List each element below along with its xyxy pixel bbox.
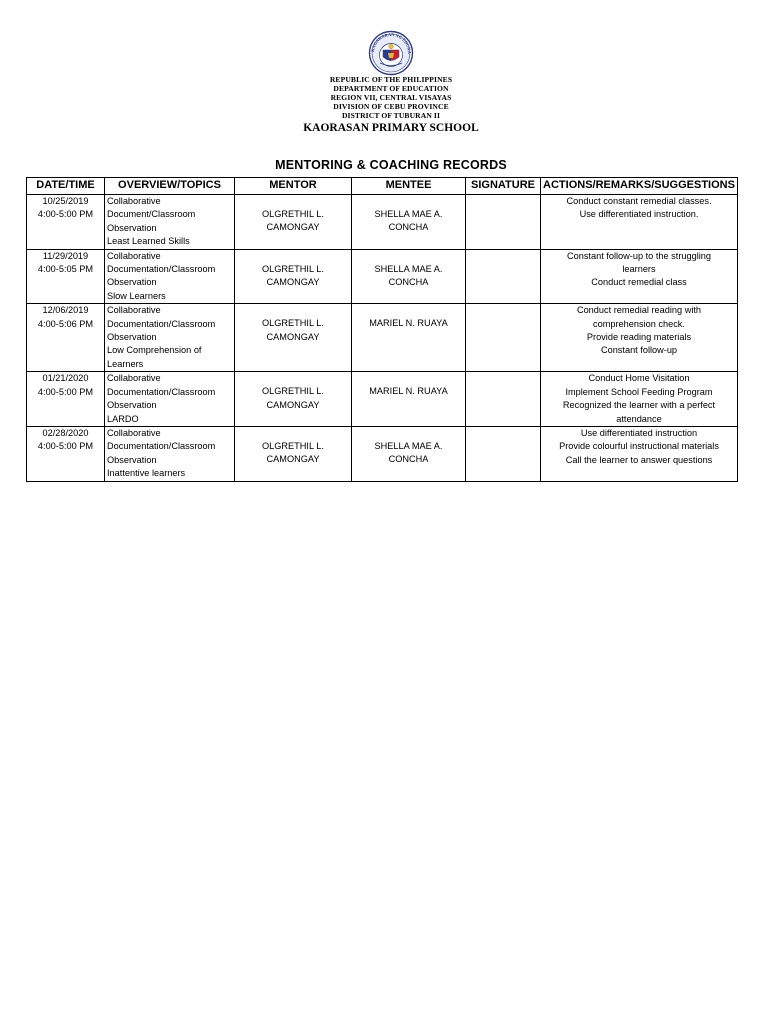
time: 4:00-5:00 PM [37,441,94,452]
action-line: Conduct Home Visitation [588,373,690,384]
mentor-cell [235,426,352,481]
deped-seal-icon [362,30,420,76]
topic-line: Collaborative [107,250,161,261]
action-line: Implement School Feeding Program [565,386,713,397]
signature-cell [466,195,541,250]
signature-cell [466,304,541,372]
topic-line: LARDO [107,413,139,424]
topic-line: Observation [107,400,157,411]
header-region: REGION VII, CENTRAL VISAYAS [330,93,452,102]
signature-cell [466,249,541,304]
svg-text:KAGAWARAN NG EDUKASYON: KAGAWARAN NG EDUKA [369,31,413,54]
mentor-cell [235,195,352,250]
date-time-cell [27,426,105,481]
action-line: attendance [616,413,662,424]
mentee-cell [352,195,466,250]
actions-cell [541,372,738,427]
date-time-cell [27,249,105,304]
records-table [26,177,738,482]
topic-line: Inattentive learners [107,468,186,479]
action-line: Constant follow-up [600,345,678,356]
action-line: Recognized the learner with a perfect [562,400,716,411]
date: 02/28/2020 [42,427,89,438]
time: 4:00-5:00 PM [37,209,94,220]
topic-line: Low Comprehension of [107,345,202,356]
mentor-surname: CAMONGAY [266,454,320,465]
topic-line: Observation [107,454,157,465]
topic-line: Documentation/Classroom [107,318,216,329]
action-line: learners [622,264,656,275]
header-district: DISTRICT OF TUBURAN II [341,111,441,120]
topic-line: Document/Classroom [107,209,196,220]
topics-cell [105,195,235,250]
mentee-cell [352,426,466,481]
mentor-surname: CAMONGAY [266,331,320,342]
mentee-cell [352,304,466,372]
topic-line: Learners [107,358,144,369]
topic-line: Slow Learners [107,290,166,301]
date: 11/29/2019 [42,250,89,261]
column-header-mentor: MENTOR [235,178,352,195]
column-header-date-time: DATE/TIME [27,178,105,195]
action-line: Conduct constant remedial classes. [566,196,712,206]
header-department: DEPARTMENT OF EDUCATION [333,84,449,93]
date-time-cell [27,195,105,250]
topic-line: Collaborative [107,196,161,206]
mentee-cell [352,249,466,304]
action-line: Conduct remedial reading with [576,305,702,316]
mentor-cell [235,372,352,427]
mentor-name: OLGRETHIL L. [262,440,324,451]
mentee-name: SHELLA MAE A. [374,263,443,274]
action-line: Call the learner to answer questions [565,454,713,465]
mentor-name: OLGRETHIL L. [262,386,324,397]
mentee-name: MARIEL N. RUAYA [369,386,448,397]
action-line: Provide colourful instructional materials [559,441,719,452]
action-line: Conduct remedial class [591,277,687,288]
topics-cell [105,372,235,427]
topic-line: Documentation/Classroom [107,264,216,275]
column-header-signature: SIGNATURE [466,178,541,195]
topic-line: Observation [107,332,157,343]
time: 4:00-5:05 PM [37,264,94,275]
mentee-name: SHELLA MAE A. [374,440,443,451]
topic-line: Documentation/Classroom [107,441,216,452]
topics-cell [105,304,235,372]
topics-cell [105,249,235,304]
topic-line: Collaborative [107,373,161,384]
mentee-name: SHELLA MAE A. [374,209,443,219]
date-time-cell [27,372,105,427]
signature-cell [466,426,541,481]
mentee-cell [352,372,466,427]
table-row [27,426,738,481]
action-line: Constant follow-up to the struggling [566,250,712,261]
date: 10/25/2019 [42,196,89,206]
header-country: REPUBLIC OF THE PHILIPPINES [329,75,453,84]
topics-cell [105,426,235,481]
mentor-name: OLGRETHIL L. [262,209,324,219]
table-header-row [27,178,738,195]
topic-line: Observation [107,222,157,233]
action-line: Use differentiated instruction [580,427,698,438]
column-header-overview-topics: OVERVIEW/TOPICS [105,178,235,195]
actions-cell [541,304,738,372]
letterhead [0,75,768,135]
column-header-mentee: MENTEE [352,178,466,195]
table-row [27,195,738,250]
date-time-cell [27,304,105,372]
table-row [27,249,738,304]
actions-cell [541,426,738,481]
mentor-surname: CAMONGAY [266,277,320,288]
document-title: MENTORING & COACHING RECORDS [275,158,507,172]
action-line: Use differentiated instruction. [579,209,699,220]
mentor-name: OLGRETHIL L. [262,318,324,329]
mentee-name: MARIEL N. RUAYA [369,318,448,329]
mentor-cell [235,249,352,304]
topic-line: Collaborative [107,427,161,438]
topic-line: Least Learned Skills [107,236,190,247]
mentee-surname: CONCHA [388,222,429,233]
time: 4:00-5:00 PM [37,386,94,397]
column-header-actions: ACTIONS/REMARKS/SUGGESTIONS [541,178,738,195]
mentee-surname: CONCHA [388,454,429,465]
actions-cell [541,195,738,250]
table-row [27,372,738,427]
mentee-surname: CONCHA [388,277,429,288]
table-row [27,304,738,372]
date: 01/21/2020 [42,373,89,384]
actions-cell [541,249,738,304]
action-line: comprehension check. [593,318,685,329]
topic-line: Observation [107,277,157,288]
header-division: DIVISION OF CEBU PROVINCE [333,102,449,111]
mentor-surname: CAMONGAY [266,222,320,233]
mentor-surname: CAMONGAY [266,399,320,410]
date: 12/06/2019 [42,305,89,316]
topic-line: Collaborative [107,305,161,316]
signature-cell [466,372,541,427]
time: 4:00-5:06 PM [37,318,94,329]
school-name: KAORASAN PRIMARY SCHOOL [303,122,479,134]
mentor-name: OLGRETHIL L. [262,263,324,274]
mentor-cell [235,304,352,372]
action-line: Provide reading materials [586,332,692,343]
topic-line: Documentation/Classroom [107,386,216,397]
